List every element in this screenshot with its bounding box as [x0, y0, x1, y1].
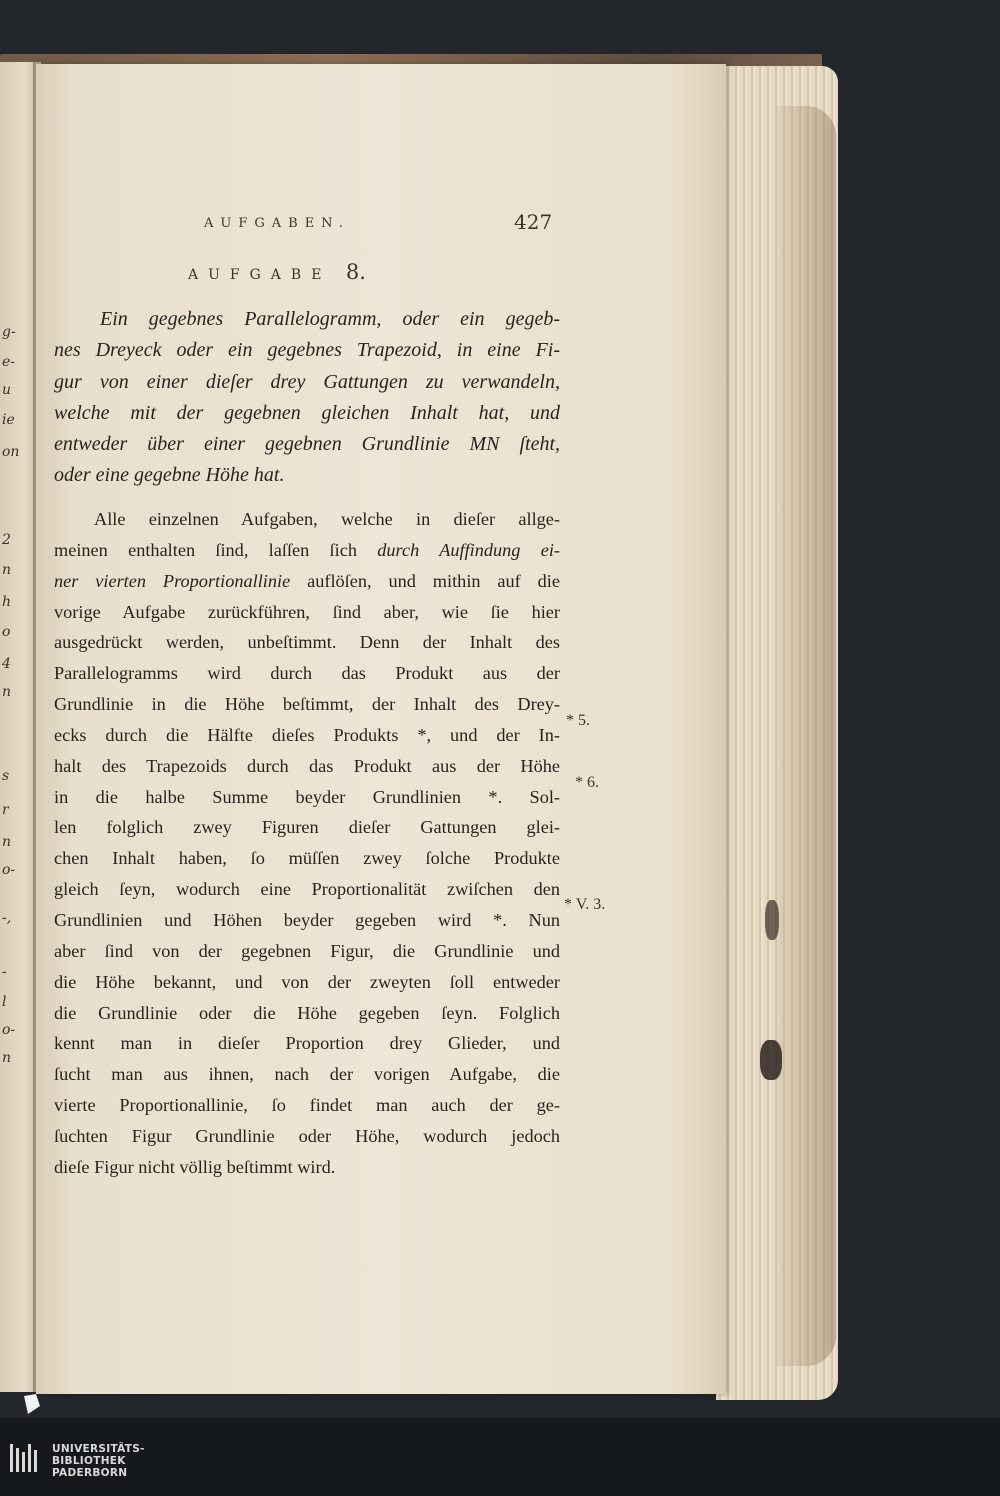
text-line: ecks durch die Hälfte dieſes Produkts *, und der In-	[54, 724, 560, 745]
text-line: ſuchten Figur Grundlinie oder Höhe, wodurch jedoch	[54, 1125, 560, 1146]
text-line: Ein gegebnes Parallelogramm, oder ein gegeb-	[100, 308, 560, 330]
text-line: ausgedrückt werden, unbeſtimmt. Denn der Inhalt des	[54, 632, 560, 653]
left-page-text: -,	[2, 910, 12, 926]
text-line: Grundlinie in die Höhe beſtimmt, der Inhalt des Drey-	[54, 694, 560, 715]
text-line: len folglich zwey Figuren dieſer Gattungen glei-	[54, 817, 560, 838]
text-line: vierte Proportionallinie, ſo findet man auch der ge-	[54, 1095, 560, 1116]
page-edges	[716, 66, 838, 1400]
body-paragraph	[54, 504, 560, 1183]
left-page-text: 2	[2, 532, 11, 548]
worn-edge	[776, 106, 836, 1366]
left-page-text: n	[2, 1050, 12, 1066]
section-heading	[188, 260, 366, 284]
left-page-text: l	[2, 994, 7, 1010]
library-logo-text: UNIVERSITÄTS- BIBLIOTHEK PADERBORN	[52, 1443, 145, 1479]
margin-note: * 6.	[575, 774, 599, 791]
heading-label: AUFGABE	[188, 267, 332, 283]
edge-stain	[765, 900, 779, 940]
text-line: aber ſind von der gegebnen Figur, die Grundlinie und	[54, 940, 560, 961]
text-line: gleich ſeyn, wodurch eine Proportionalität zwiſchen den	[54, 879, 560, 900]
text-line: die Grundlinie oder die Höhe gegeben ſeyn. Folglich	[54, 1002, 560, 1023]
left-page-text: r	[2, 802, 9, 818]
left-page-text: ie	[2, 412, 15, 428]
left-page-text: o	[2, 624, 11, 640]
text-line: kennt man in dieſer Proportion drey Glieder, und	[54, 1033, 560, 1054]
left-page-text: s	[2, 768, 10, 784]
text-line: dieſe Figur nicht völlig beſtimmt wird.	[54, 1156, 336, 1177]
text-line: ſucht man aus ihnen, nach der vorigen Aufgabe, die	[54, 1064, 560, 1085]
left-page-text: o-	[2, 1022, 16, 1038]
text-line: Grundlinien und Höhen beyder gegeben wird *. Nun	[54, 909, 560, 930]
problem-statement	[54, 304, 560, 492]
text-line: vorige Aufgabe zurückführen, ſind aber, wie ſie hier	[54, 601, 560, 622]
margin-note: * 5.	[566, 712, 590, 729]
left-page-text: h	[2, 594, 12, 610]
book-page	[36, 64, 726, 1394]
library-bars-icon	[10, 1444, 44, 1472]
left-page-text: u	[2, 382, 12, 398]
text-line: oder eine gegebne Höhe hat.	[54, 464, 285, 487]
left-page-text: on	[2, 444, 20, 460]
page-number: 427	[514, 210, 553, 234]
left-page-text: -	[2, 964, 7, 980]
edge-stain	[760, 1040, 782, 1080]
left-page-text: g-	[2, 324, 16, 340]
left-page-text: 4	[2, 656, 11, 672]
text-line: in die halbe Summe beyder Grundlinien *. Sol-	[54, 786, 560, 807]
left-page-text: n	[2, 834, 12, 850]
text-line: die Höhe bekannt, und von der zweyten ſoll entweder	[54, 971, 560, 992]
text-line: halt des Trapezoids durch das Produkt aus der Höhe	[54, 755, 560, 776]
text-line: gur von einer dieſer drey Gattungen zu verwandeln,	[54, 370, 560, 393]
text-line: entweder über einer gegebnen Grundlinie MN ſteht,	[54, 433, 560, 456]
text-line: meinen enthalten ſind, laſſen ſich durch Auffindung ei-	[54, 539, 561, 560]
text-line: welche mit der gegebnen gleichen Inhalt hat, und	[54, 401, 560, 424]
left-page-text: o-	[2, 862, 16, 878]
text-line: chen Inhalt haben, ſo müſſen zwey ſolche Produkte	[54, 848, 560, 869]
left-page-text: n	[2, 684, 12, 700]
left-page-text: n	[2, 562, 12, 578]
running-head: AUFGABEN.	[204, 216, 350, 231]
margin-note: * V. 3.	[564, 896, 606, 913]
text-line: ner vierten Proportionallinie auflöſen, und mithin auf die	[54, 570, 561, 591]
left-page-text: e-	[2, 354, 16, 370]
text-line: nes Dreyeck oder ein gegebnes Trapezoid, in eine Fi-	[54, 339, 560, 362]
text-line: Parallelogramms wird durch das Produkt aus der	[54, 663, 560, 684]
heading-number: 8.	[345, 260, 366, 284]
text-line: Alle einzelnen Aufgaben, welche in dieſer allge-	[94, 509, 560, 529]
paper-corner-icon	[22, 1392, 42, 1416]
